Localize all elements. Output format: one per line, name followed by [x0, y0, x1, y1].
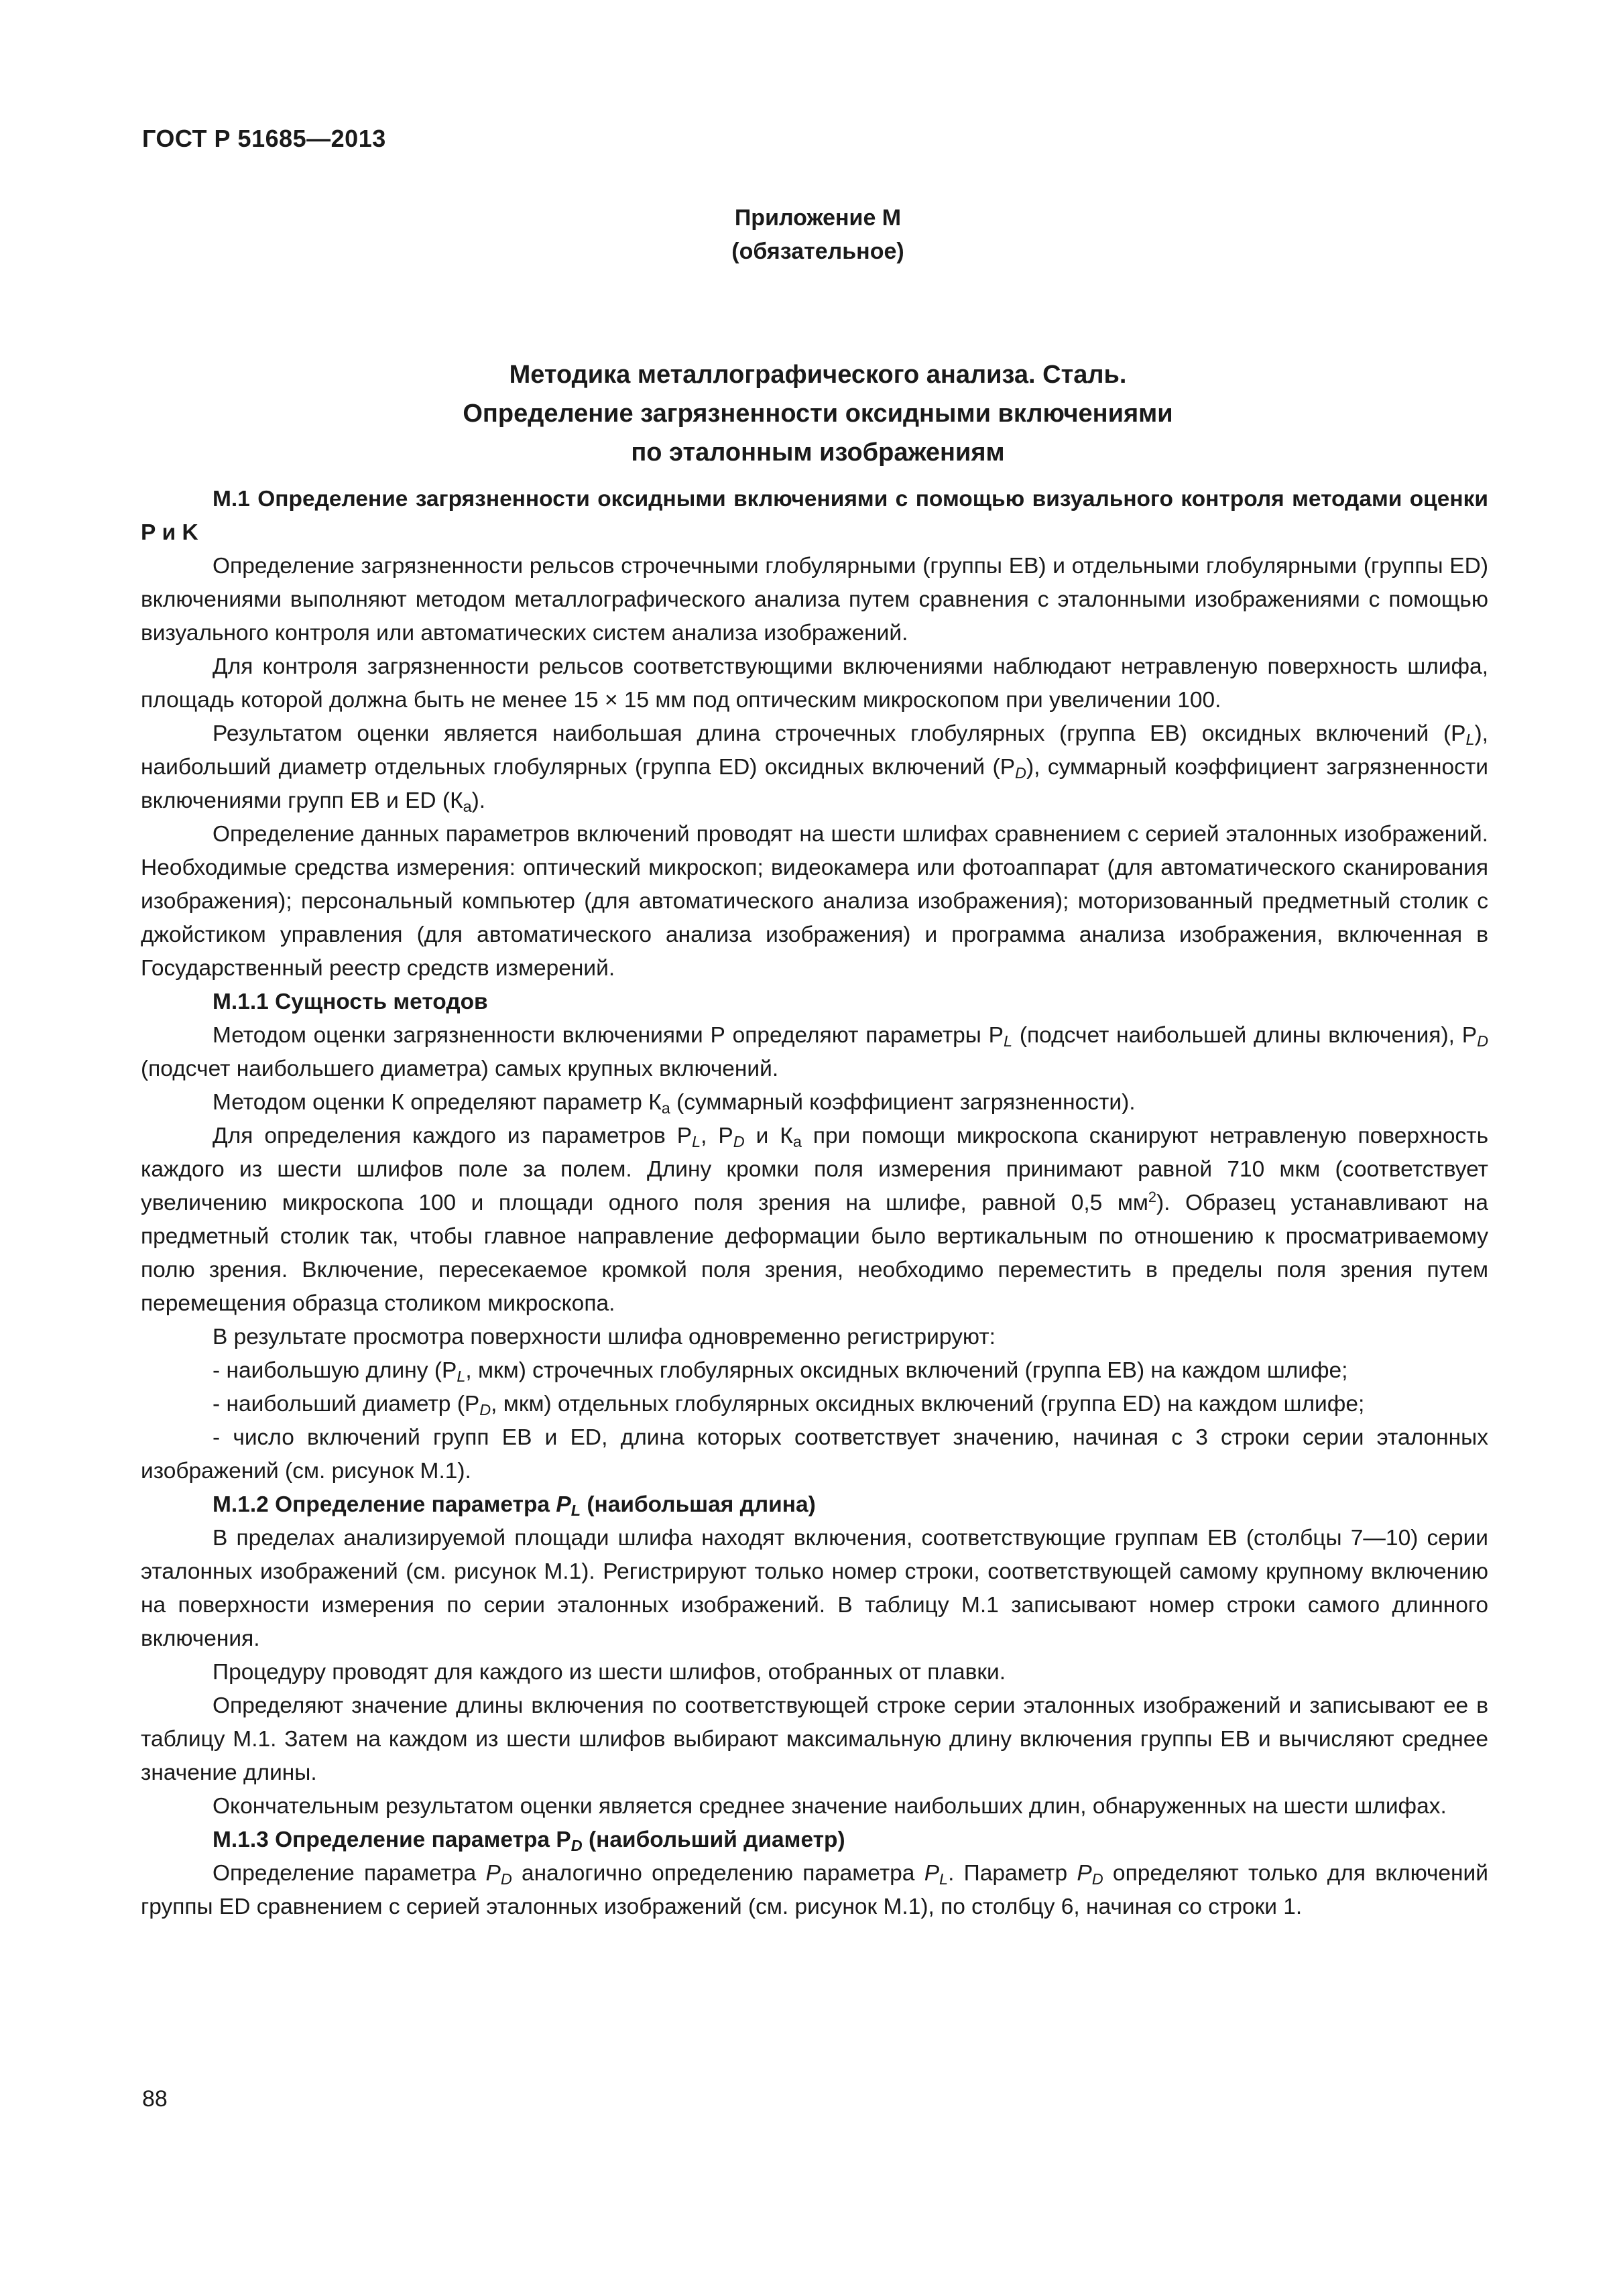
list-item: - наибольший диаметр ($Р_D$, мкм) отдельных глобулярных оксидных включений (группа ED) на каждом шлифе; — [213, 1392, 1365, 1418]
page-number: 88 — [142, 2086, 168, 2112]
paragraph: Результатом оценки является наибольшая длина строчечных глобулярных (группа ЕВ) оксидных включений $(Р_L)$, наибольший диаметр отдельных глобулярных (группа ED) оксидных включений $(Р_D)$, суммарный коэффициент загрязненности включениями групп ЕВ и ED $(К_а)$. — [141, 721, 1488, 815]
section-heading-m1-2: М.1.2 Определение параметра $P_L$ (наибольшая длина) — [213, 1492, 816, 1519]
title-line: Определение загрязненности оксидными включениями — [463, 400, 1173, 428]
paragraph: Для определения каждого из параметров $Р_L$, $Р_D$ и $К_а$ при помощи микроскопа сканируют нетравленую поверхность каждого из шести шлифов поле за полем. Длину кромки поля измерения принимают равной 710 мкм (соответствует увеличению микроскопа 100 и площади одного поля зрения на шлифе, равной 0,5 $мм^2$). Образец устанавливают на предметный столик так, чтобы главное направление деформации было вертикальным по отношению к просматриваемому полю зрения. Включение, пересекаемое кромкой поля зрения, необходимо переместить в пределы поля зрения путем перемещения образца столиком микроскопа. — [141, 1124, 1489, 1316]
annex-title — [268, 355, 1368, 472]
paragraph: Определяют значение длины включения по соответствующей строке серии эталонных изображений и записывают ее в таблицу М.1. Затем на каждом из шести шлифов выбирают максимальную длину включения группы ЕВ и вычисляют среднее значение длины. — [141, 1693, 1488, 1785]
paragraph: Определение данных параметров включений проводят на шести шлифах сравнением с серией эталонных изображений. Необходимые средства измерения: оптический микроскоп; видеокамера или фотоаппарат (для автоматического сканирования изображения); персональный компьютер (для автоматического анализа изображения); моторизованный предметный столик с джойстиком управления (для автоматического анализа изображения) и программа анализа изображения, включенная в Государственный реестр средств измерений. — [141, 822, 1488, 981]
title-line: по эталонным изображениям — [631, 438, 1005, 467]
paragraph: Определение параметра $P_D$ аналогично определению параметра $P_L$. Параметр $P_D$ определяют только для включений группы ED сравнением с серией эталонных изображений (см. рисунок М.1), по столбцу 6, начиная со строки 1. — [141, 1861, 1488, 1919]
paragraph: Для контроля загрязненности рельсов соответствующими включениями наблюдают нетравленую поверхность шлифа, площадь которой должна быть не менее 15 × 15 мм под оптическим микроскопом при увеличении 100. — [141, 654, 1488, 713]
paragraph: Окончательным результатом оценки является среднее значение наибольших длин, обнаруженных на шести шлифах. — [213, 1794, 1447, 1819]
list-item: - наибольшую длину ($Р_L$, мкм) строчечных глобулярных оксидных включений (группа ЕВ) на каждом шлифе; — [213, 1358, 1348, 1385]
document-code: ГОСТ Р 51685—2013 — [142, 125, 386, 152]
section-heading-m1-3: М.1.3 Определение параметра $Р_D$ (наибольший диаметр) — [213, 1827, 845, 1854]
paragraph: В результате просмотра поверхности шлифа одновременно регистрируют: — [213, 1325, 996, 1349]
paragraph: Определение загрязненности рельсов строчечными глобулярными (группы ЕВ) и отдельными глобулярными (группы ED) включениями выполняют методом металлографического анализа путем сравнения с эталонными изображениями с помощью визуального контроля или автоматических систем анализа изображений. — [141, 554, 1488, 646]
paragraph: Методом оценки К определяют параметр $К_а$ (суммарный коэффициент загрязненности). — [213, 1090, 1136, 1117]
paragraph: В пределах анализируемой площади шлифа находят включения, соответствующие группам ЕВ (столбцы 7—10) серии эталонных изображений (см. рисунок М.1). Регистрируют только номер строки, соответствующей самому крупному включению на поверхности измерения по серии эталонных изображений. В таблицу М.1 записывают номер строки самого длинного включения. — [141, 1526, 1488, 1651]
list-item: - число включений групп ЕВ и ED, длина которых соответствует значению, начиная с 3 строки серии эталонных изображений (см. рисунок М.1). — [141, 1425, 1488, 1484]
annex-status: (обязательное) — [731, 239, 904, 264]
section-heading-m1-1: М.1.1 Сущность методов — [213, 989, 488, 1014]
body-text — [141, 483, 1488, 1924]
paragraph: Методом оценки загрязненности включениями Р определяют параметры $Р_L$ (подсчет наибольшей длины включения), $Р_D$ (подсчет наибольшего диаметра) самых крупных включений. — [141, 1023, 1488, 1081]
section-heading-m1: М.1 Определение загрязненности оксидными включениями с помощью визуального контроля методами оценки Р и K — [141, 487, 1488, 545]
annex-heading — [670, 201, 965, 268]
annex-label: Приложение М — [734, 205, 902, 231]
paragraph: Процедуру проводят для каждого из шести шлифов, отобранных от плавки. — [213, 1660, 1006, 1685]
title-line: Методика металлографического анализа. Сталь. — [509, 361, 1127, 389]
